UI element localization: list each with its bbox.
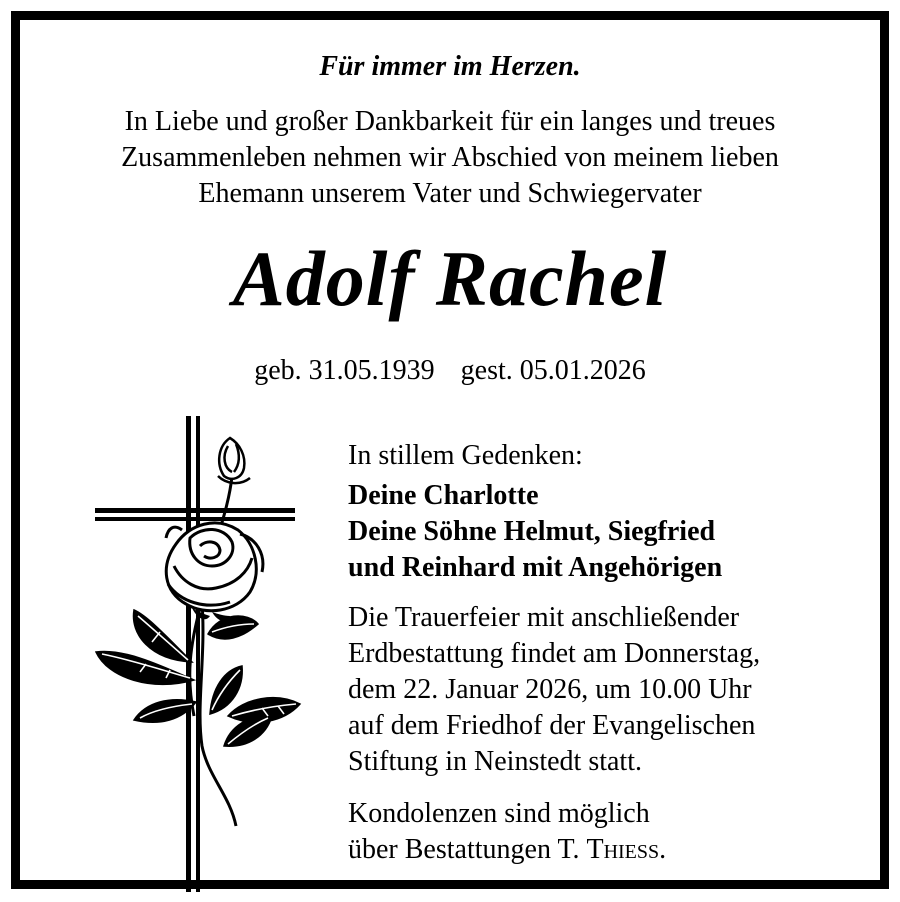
death-date: gest. 05.01.2026 xyxy=(460,355,646,386)
details-column xyxy=(348,438,868,868)
intro-line: Zusammenleben nehmen wir Abschied von meinem lieben xyxy=(121,142,779,173)
service-line: Erdbestattung findet am Donnerstag, xyxy=(348,638,761,669)
mourner-line: Deine Söhne Helmut, Siegfried xyxy=(348,516,716,547)
service-info xyxy=(348,600,868,780)
mourner-line: Deine Charlotte xyxy=(348,480,539,511)
life-dates xyxy=(20,354,880,388)
remembrance-heading: In stillem Gedenken: xyxy=(348,440,583,471)
service-line: dem 22. Januar 2026, um 10.00 Uhr xyxy=(348,674,752,705)
motto: Für immer im Herzen. xyxy=(319,51,581,82)
service-line: Stiftung in Neinstedt statt. xyxy=(348,746,642,777)
service-line: Die Trauerfeier mit anschließender xyxy=(348,602,740,633)
cross-with-rose-icon xyxy=(90,416,320,902)
intro-line: Ehemann unserem Vater und Schwiegervater xyxy=(198,178,702,209)
service-line: auf dem Friedhof der Evangelischen xyxy=(348,710,756,741)
intro-line: In Liebe und großer Dankbarkeit für ein langes und treues xyxy=(124,106,776,137)
birth-date: geb. 31.05.1939 xyxy=(254,355,435,386)
condolence-line-2 xyxy=(348,832,868,868)
condolence-info xyxy=(348,796,868,868)
condolence-prefix: über Bestattungen T. xyxy=(348,834,587,865)
obituary-frame xyxy=(11,11,889,889)
deceased-name: Adolf Rachel xyxy=(232,235,668,322)
mourners-list xyxy=(348,478,868,586)
condolence-line: Kondolenzen sind möglich xyxy=(348,798,650,829)
mourner-line: und Reinhard mit Angehörigen xyxy=(348,552,723,583)
funeral-home-name: Thieß. xyxy=(586,834,667,865)
intro-text xyxy=(20,104,880,212)
